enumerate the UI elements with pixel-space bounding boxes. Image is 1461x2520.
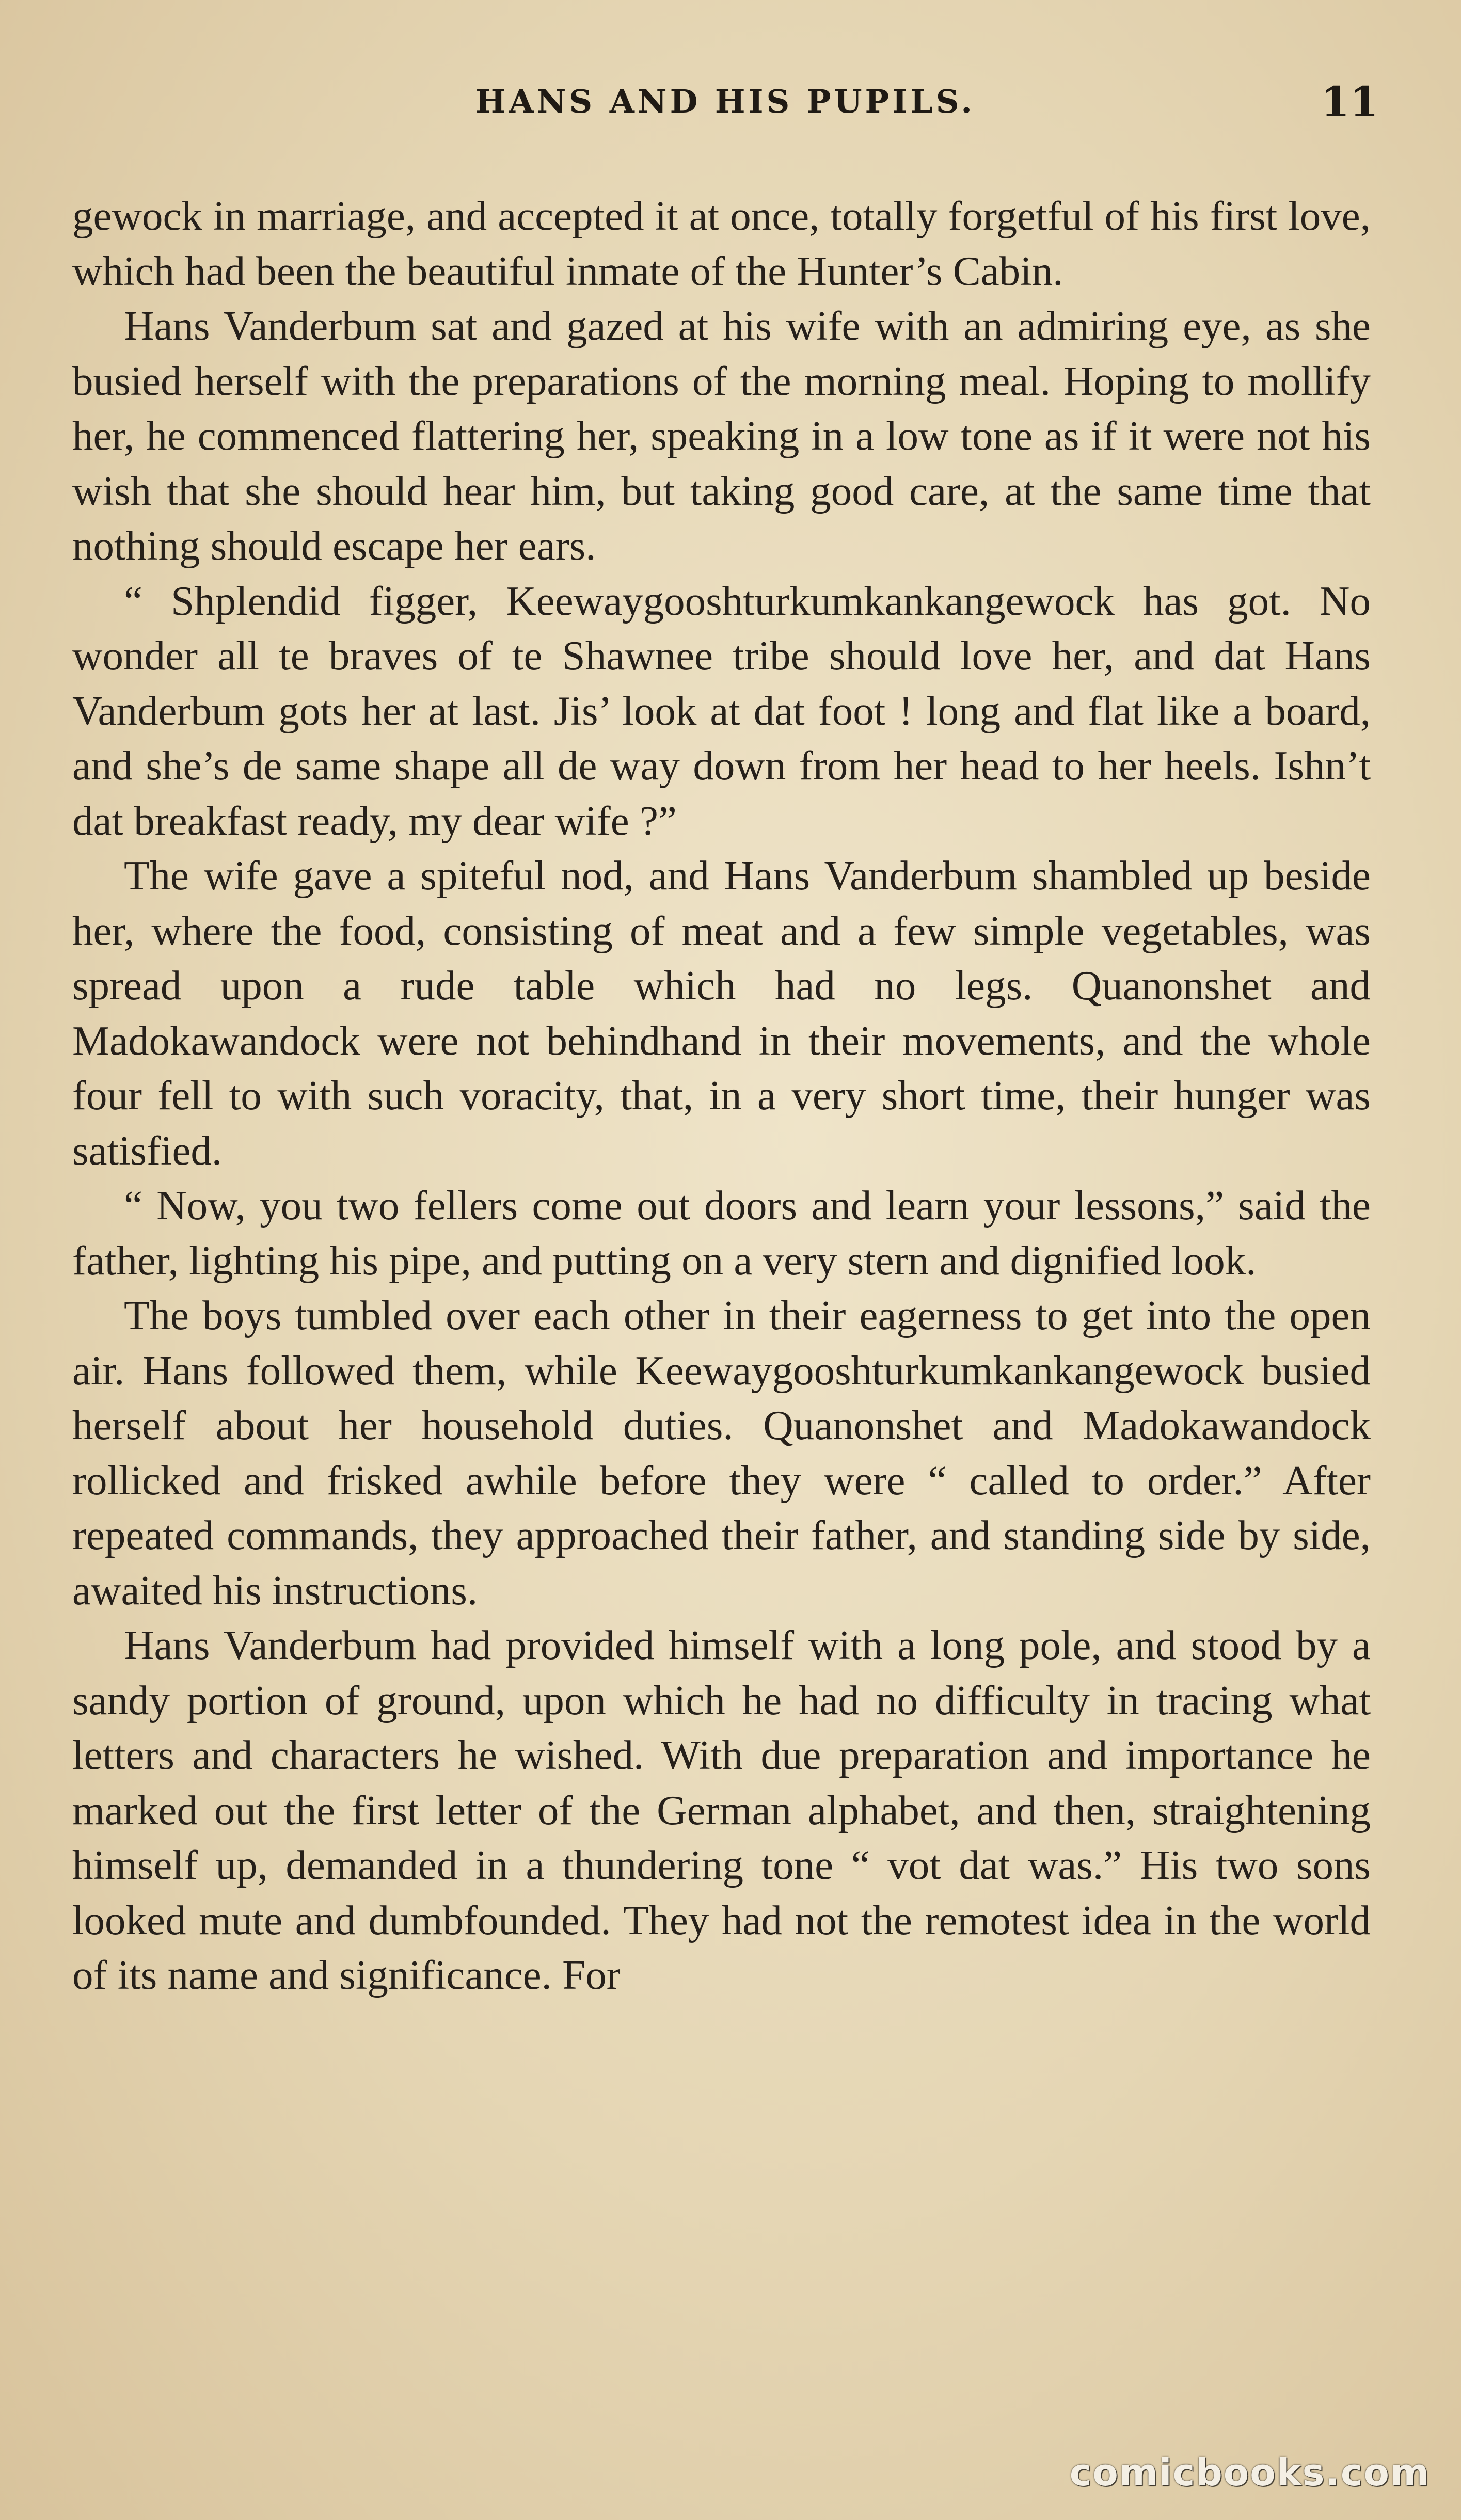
paragraph-5: “ Now, you two fellers come out doors and learn your lessons,” said the father, lighting his pipe, and putting on a very stern and dignified look. [72, 1182, 1371, 1284]
paragraph-3: “ Shplendid figger, Keewaygooshturkumkankangewock has got. No wonder all te braves of te Shawnee tribe should love her, and dat Hans Vanderbum gots her at last. Jis’ look at dat foot ! long and flat like a board, and she’s de same shape all de way down from her head to her heels. Ishn’t dat breakfast ready, my dear wife ?” [72, 577, 1371, 844]
paragraph-7: Hans Vanderbum had provided himself with a long pole, and stood by a sandy portion of ground, upon which he had no difficulty in tracing what letters and characters he wished. With due preparation and importance he marked out the first letter of the German alphabet, and then, straightening himself up, demanded in a thundering tone “ vot dat was.” His two sons looked mute and dumbfounded. They had not the remotest idea in the world of its name and significance. For [72, 1622, 1371, 1998]
watermark: comicbooks.com [1069, 2451, 1430, 2494]
body-text [72, 188, 1371, 2003]
paragraph-1: gewock in marriage, and accepted it at once, totally forgetful of his first love, which had been the beautiful inmate of the Hunter’s Cabin. [72, 193, 1371, 294]
paragraph-4: The wife gave a spiteful nod, and Hans Vanderbum shambled up beside her, where the food, consisting of meat and a few simple vegetables, was spread upon a rude table which had no legs. Quanonshet and Madokawandock were not behindhand in their movements, and the whole four fell to with such voracity, that, in a very short time, their hunger was satisfied. [72, 852, 1371, 1174]
running-title: HANS AND HIS PUPILS. [475, 83, 975, 120]
page-number: 11 [1321, 77, 1378, 126]
running-header [72, 77, 1378, 139]
paragraph-6: The boys tumbled over each other in their eagerness to get into the open air. Hans followed them, while Keewaygooshturkumkankangewock busied herself about her household duties. Quanonshet and Madokawandock rollicked and frisked awhile before they were “ called to order.” After repeated commands, they approached their father, and standing side by side, awaited his instructions. [72, 1292, 1371, 1614]
paragraph-2: Hans Vanderbum sat and gazed at his wife with an admiring eye, as she busied herself with the preparations of the morning meal. Hoping to mollify her, he commenced flattering her, speaking in a low tone as if it were not his wish that she should hear him, but taking good care, at the same time that nothing should escape her ears. [72, 302, 1371, 569]
